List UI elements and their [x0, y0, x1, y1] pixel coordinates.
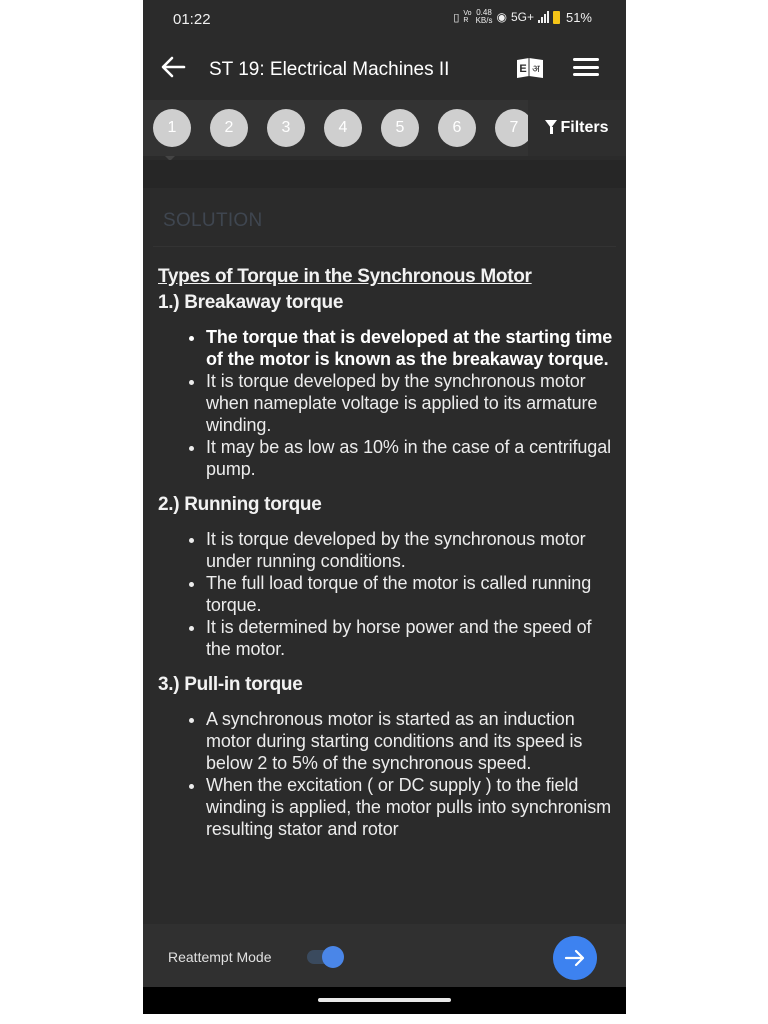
answer-band	[143, 160, 626, 188]
question-nav-bar	[143, 100, 626, 156]
status-bar	[143, 0, 626, 38]
list-item: • A synchronous motor is started as an induction motor during starting conditions and its speed is below 2 to 5% of the synchronous speed.	[206, 708, 618, 774]
question-number-7[interactable]: 7	[495, 109, 533, 147]
question-number-6[interactable]: 6	[438, 109, 476, 147]
filters-label: Filters	[560, 119, 609, 136]
solution-topic: Types of Torque in the Synchronous Motor	[158, 266, 532, 287]
filter-funnel-icon	[545, 120, 557, 128]
list-item: • It is determined by horse power and the speed of the motor.	[206, 616, 618, 660]
network-speed: 0.48 KB/s	[475, 8, 493, 25]
section-heading: 1.) Breakaway torque	[158, 292, 344, 313]
back-arrow-icon[interactable]	[157, 51, 189, 83]
page-title: ST 19: Electrical Machines II	[209, 59, 450, 80]
hotspot-icon: ◉	[496, 10, 507, 24]
question-number-5[interactable]: 5	[381, 109, 419, 147]
vibrate-icon: ▯	[453, 11, 460, 24]
phone-screen	[143, 0, 626, 1014]
signal-icon	[538, 11, 549, 23]
question-number-1[interactable]: 1	[153, 109, 191, 147]
bullet-list	[158, 326, 618, 480]
network-type: 5G+	[510, 10, 534, 24]
language-toggle-icon[interactable]	[515, 56, 545, 80]
list-item: • It may be as low as 10% in the case of a centrifugal pump.	[206, 436, 618, 480]
question-number-2[interactable]: 2	[210, 109, 248, 147]
status-time: 01:22	[173, 11, 211, 28]
bullet-list	[158, 528, 618, 660]
solution-content	[158, 264, 618, 852]
system-nav-bar	[143, 987, 626, 1014]
solution-label: SOLUTION	[163, 210, 263, 231]
lang-letter-hi: अ	[532, 64, 540, 75]
question-number-4[interactable]: 4	[324, 109, 362, 147]
battery-icon	[553, 11, 560, 24]
question-number-3[interactable]: 3	[267, 109, 305, 147]
bullet-list	[158, 708, 618, 840]
list-item: • The torque that is developed at the starting time of the motor is known as the breakaway torque.	[206, 326, 618, 370]
list-item: • It is torque developed by the synchronous motor when nameplate voltage is applied to its armature winding.	[206, 370, 618, 436]
filters-button[interactable]	[528, 100, 626, 156]
reattempt-mode-toggle[interactable]	[307, 947, 345, 967]
list-item: • It is torque developed by the synchronous motor under running conditions.	[206, 528, 618, 572]
home-gesture-handle[interactable]	[318, 998, 451, 1002]
lang-letter-en: E	[519, 63, 527, 75]
toggle-knob	[322, 946, 344, 968]
reattempt-mode-label: Reattempt Mode	[168, 949, 272, 965]
solution-divider	[153, 246, 616, 247]
bottom-bar	[143, 924, 626, 987]
list-item: • When the excitation ( or DC supply ) to the field winding is applied, the motor pulls into synchronism resulting stator and rotor	[206, 774, 618, 840]
section-heading: 2.) Running torque	[158, 494, 322, 515]
hamburger-menu-icon[interactable]	[573, 58, 599, 78]
volte-icon: Vo R	[463, 10, 472, 24]
app-bar	[143, 38, 626, 100]
status-icons	[453, 9, 592, 25]
section-heading: 3.) Pull-in torque	[158, 674, 303, 695]
next-question-button[interactable]	[553, 936, 597, 980]
battery-percent: 51%	[565, 9, 592, 25]
list-item: • The full load torque of the motor is called running torque.	[206, 572, 618, 616]
